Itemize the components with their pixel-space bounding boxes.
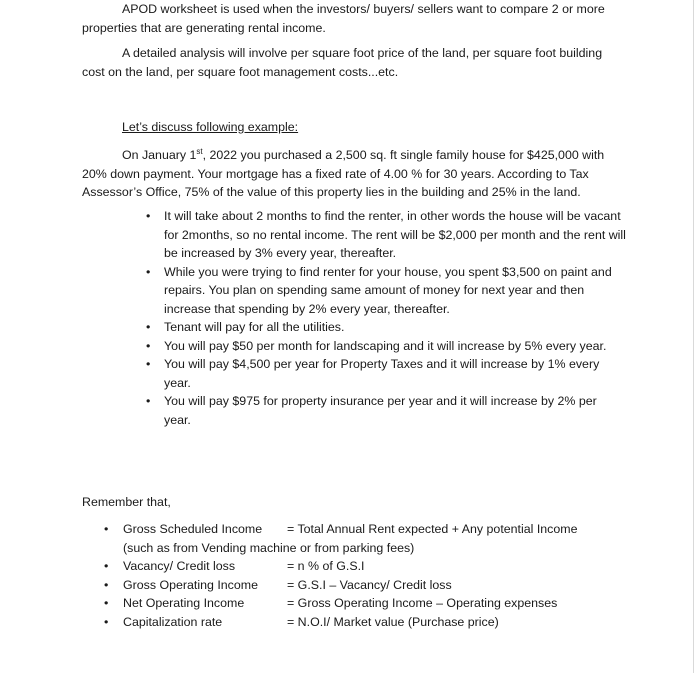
page-edge-line — [693, 0, 694, 673]
formula-item — [104, 576, 624, 595]
formula-definition: = G.S.I – Vacancy/ Credit loss — [287, 577, 452, 592]
formula-term: Net Operating Income — [123, 596, 245, 610]
analysis-line-2: cost on the land, per square foot management costs...etc. — [82, 64, 399, 79]
remember-heading: Remember that, — [82, 495, 171, 509]
list-item-text: While you were trying to find renter for your house, you spent $3,500 on paint and repairs. You plan on spending same amount of money for next year and then increase that spending by 2% every year, thereafter. — [164, 264, 612, 316]
example-bullet-list — [146, 207, 626, 429]
formula-note: (such as from Vending machine or from parking fees) — [123, 540, 415, 555]
formula-definition: = Gross Operating Income – Operating expenses — [287, 596, 558, 610]
example-paragraph — [82, 146, 642, 202]
bullet-icon: • — [104, 559, 109, 573]
formula-list — [104, 520, 624, 631]
formula-item — [104, 613, 624, 632]
formula-term: Vacancy/ Credit loss — [123, 559, 236, 573]
list-item — [146, 207, 626, 263]
formula-definition: = Total Annual Rent expected + Any potential Income — [287, 522, 578, 536]
example-title: Let’s discuss following example: — [122, 120, 299, 134]
formula-item — [104, 557, 624, 576]
list-item-text: You will pay $50 per month for landscaping and it will increase by 5% every year. — [164, 338, 607, 353]
list-item-text: You will pay $4,500 per year for Property Taxes and it will increase by 1% every year. — [164, 357, 600, 390]
bullet-icon: • — [146, 357, 151, 371]
formula-definition: = N.O.I/ Market value (Purchase price) — [287, 614, 499, 629]
example-line-1-start: On January 1 — [122, 148, 197, 162]
example-line-1 — [82, 146, 642, 165]
intro-paragraph — [82, 0, 642, 37]
bullet-icon: • — [146, 264, 151, 279]
list-item-text: Tenant will pay for all the utilities. — [164, 320, 345, 334]
bullet-icon: • — [146, 338, 151, 353]
list-item — [146, 263, 626, 319]
list-item-text: You will pay $975 for property insurance per year and it will increase by 2% per year. — [164, 394, 597, 427]
formula-definition: = n % of G.S.I — [287, 559, 365, 573]
bullet-icon: • — [104, 614, 109, 629]
formula-item — [104, 520, 624, 557]
bullet-icon: • — [104, 522, 109, 536]
example-line-3: Assessor’s Office, 75% of the value of this property lies in the building and 25% in the land. — [82, 185, 581, 199]
example-line-1-end: , 2022 you purchased a 2,500 sq. ft single family house for $425,000 with — [202, 148, 605, 162]
list-item — [146, 337, 626, 356]
intro-line-2: properties that are generating rental income. — [82, 20, 326, 35]
intro-line-1: APOD worksheet is used when the investors/ buyers/ sellers want to compare 2 or more — [122, 2, 605, 16]
list-item — [146, 392, 626, 429]
bullet-icon: • — [104, 577, 109, 592]
formula-term: Capitalization rate — [123, 614, 223, 629]
example-line-2: 20% down payment. Your mortgage has a fixed rate of 4.00 % for 30 years. According to Tax — [82, 166, 589, 181]
bullet-icon: • — [146, 209, 151, 223]
analysis-line-1: A detailed analysis will involve per square foot price of the land, per square foot building — [122, 46, 603, 60]
analysis-paragraph — [82, 44, 642, 81]
bullet-icon: • — [146, 320, 151, 334]
list-item — [146, 355, 626, 392]
formula-term: Gross Scheduled Income — [123, 522, 263, 536]
list-item — [146, 318, 626, 337]
bullet-icon: • — [146, 394, 151, 408]
bullet-icon: • — [104, 596, 109, 610]
formula-term: Gross Operating Income — [123, 577, 258, 592]
ordinal-superscript: st — [196, 146, 203, 156]
list-item-text: It will take about 2 months to find the renter, in other words the house will be vacant for 2months, so no rental income. The rent will be $2,000 per month and the rent will be increased by 3% every year, thereafter. — [164, 209, 626, 260]
formula-item — [104, 594, 624, 613]
